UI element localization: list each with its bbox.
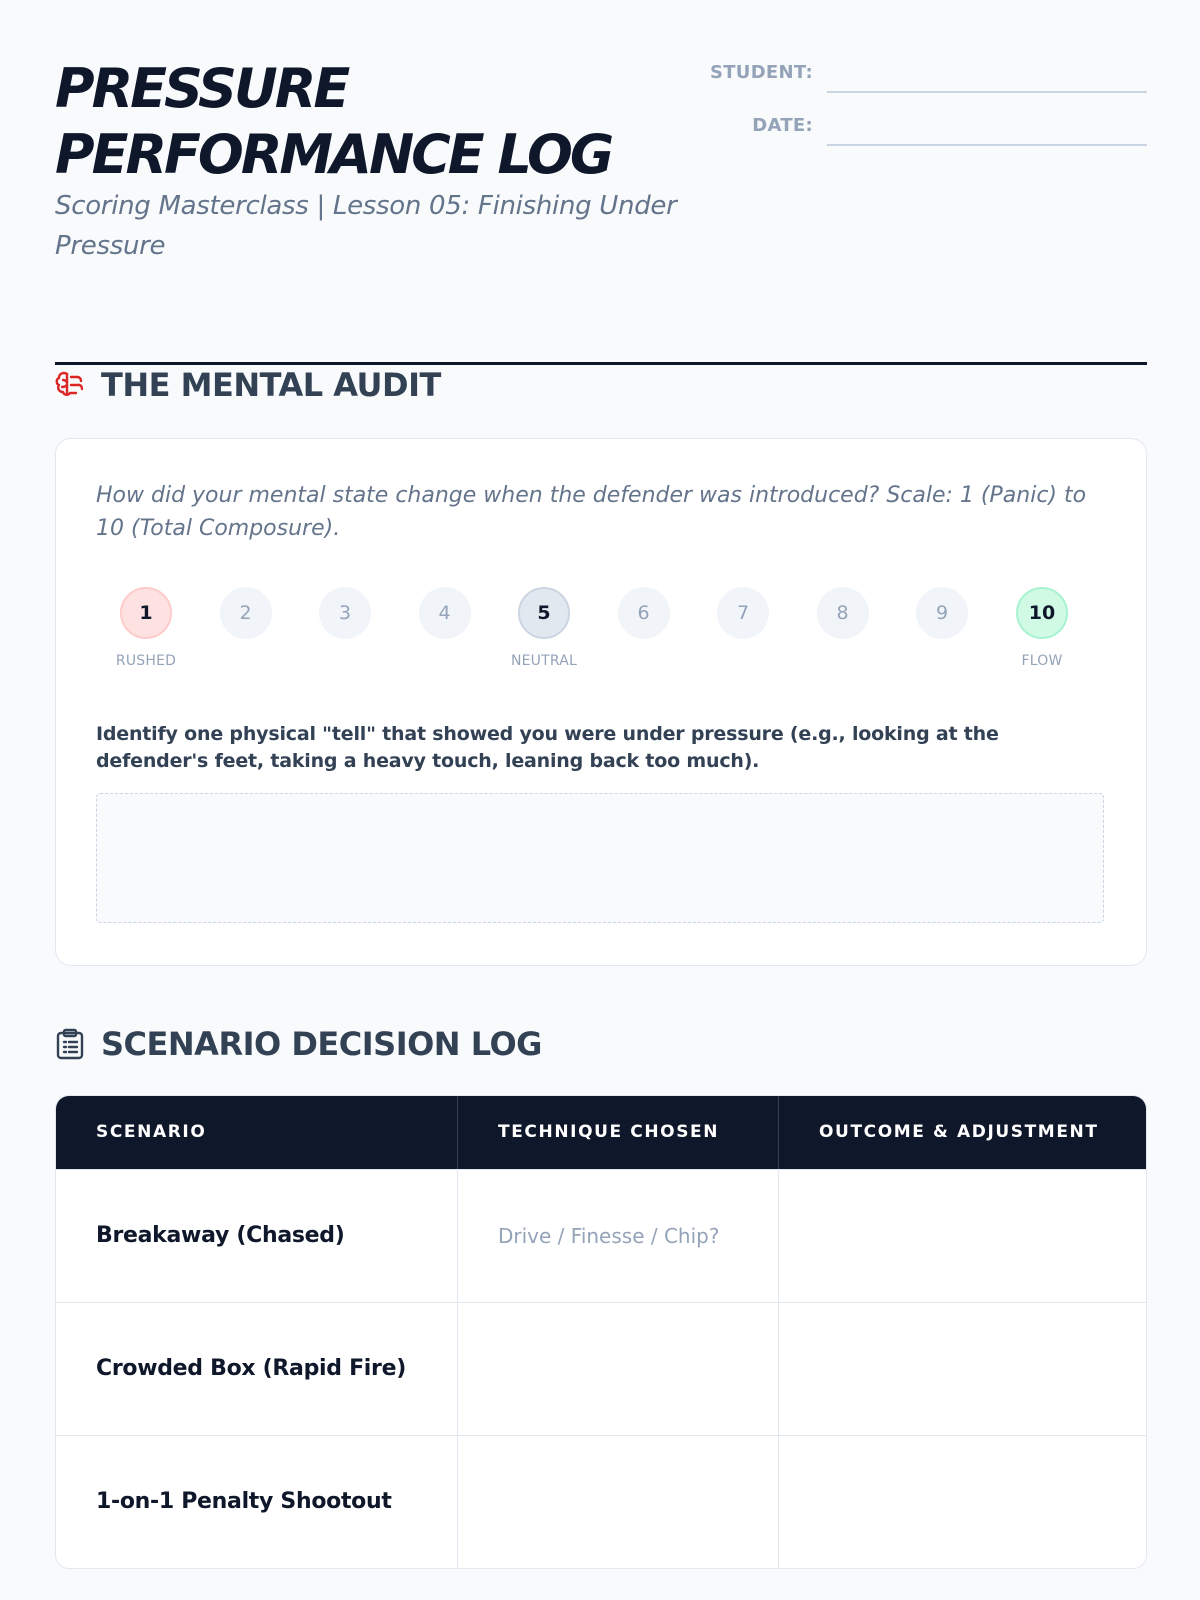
decision-log-heading (55, 1025, 542, 1063)
worksheet-page (55, 0, 1147, 1600)
student-row (697, 56, 1147, 109)
title-line-1: PRESSURE (55, 57, 348, 120)
date-row (697, 109, 1147, 162)
technique-cell[interactable]: Drive / Finesse / Chip? (457, 1170, 778, 1303)
scale-label-flow: FLOW (1021, 653, 1063, 669)
clipboard-icon (55, 1028, 85, 1060)
physical-tell-prompt: Identify one physical "tell" that showed you were under pressure (e.g., looking at the defender's feet, taking a heavy touch, leaning back too much). (96, 723, 999, 772)
scale-value: 7 (717, 587, 769, 639)
outcome-cell[interactable] (778, 1436, 1146, 1569)
physical-tell-answer-box[interactable] (96, 793, 1104, 923)
column-header-technique: TECHNIQUE CHOSEN (457, 1096, 778, 1169)
scale-option-10[interactable] (992, 587, 1092, 669)
title-line-2: PERFORMANCE LOG (55, 123, 612, 186)
table-row (56, 1169, 1146, 1302)
technique-cell[interactable] (457, 1303, 778, 1436)
section-title-decision-log: SCENARIO DECISION LOG (101, 1025, 542, 1063)
student-label: STUDENT: (709, 62, 813, 83)
worksheet-header (55, 56, 1147, 308)
student-field[interactable] (827, 91, 1147, 93)
table-header (56, 1096, 1146, 1169)
scenario-cell: Breakaway (Chased) (96, 1223, 345, 1248)
scale-value: 6 (618, 587, 670, 639)
scenario-cell: 1-on-1 Penalty Shootout (96, 1489, 392, 1514)
header-divider (55, 362, 1147, 365)
scale-option-6[interactable] (594, 587, 694, 639)
scale-value: 5 (518, 587, 570, 639)
scale-option-2[interactable] (196, 587, 296, 639)
scale-option-8[interactable] (793, 587, 893, 639)
scale-option-9[interactable] (892, 587, 992, 639)
outcome-cell[interactable] (778, 1170, 1146, 1303)
scale-value: 2 (220, 587, 272, 639)
scenario-decision-table (55, 1095, 1147, 1569)
composure-question: How did your mental state change when the defender was introduced? Scale: 1 (Panic) to 10 (Total Composure). (96, 483, 1087, 541)
scale-option-3[interactable] (295, 587, 395, 639)
scale-value: 3 (319, 587, 371, 639)
composure-scale (96, 587, 1096, 687)
scale-value: 10 (1016, 587, 1068, 639)
column-header-scenario: SCENARIO (96, 1122, 207, 1142)
scale-option-4[interactable] (395, 587, 495, 639)
table-row (56, 1302, 1146, 1435)
scale-option-1[interactable] (96, 587, 196, 669)
scale-value: 8 (817, 587, 869, 639)
brain-icon (55, 369, 85, 401)
scale-label-neutral: NEUTRAL (510, 653, 578, 669)
scale-option-5[interactable] (494, 587, 594, 669)
technique-cell[interactable] (457, 1436, 778, 1569)
page-subtitle: Scoring Masterclass | Lesson 05: Finishing Under Pressure (55, 191, 677, 261)
table-row (56, 1435, 1146, 1568)
outcome-cell[interactable] (778, 1303, 1146, 1436)
date-field[interactable] (827, 144, 1147, 146)
scale-value: 9 (916, 587, 968, 639)
scale-option-7[interactable] (693, 587, 793, 639)
mental-audit-heading (55, 366, 441, 404)
section-title-mental-audit: THE MENTAL AUDIT (101, 366, 441, 404)
student-meta (697, 56, 1147, 162)
date-label: DATE: (752, 115, 813, 136)
scale-label-rushed: RUSHED (115, 653, 177, 669)
mental-audit-card (55, 438, 1147, 966)
scenario-cell: Crowded Box (Rapid Fire) (96, 1356, 406, 1381)
page-title (55, 56, 715, 188)
scale-value: 1 (120, 587, 172, 639)
column-header-outcome: OUTCOME & ADJUSTMENT (778, 1096, 1146, 1169)
scale-value: 4 (419, 587, 471, 639)
